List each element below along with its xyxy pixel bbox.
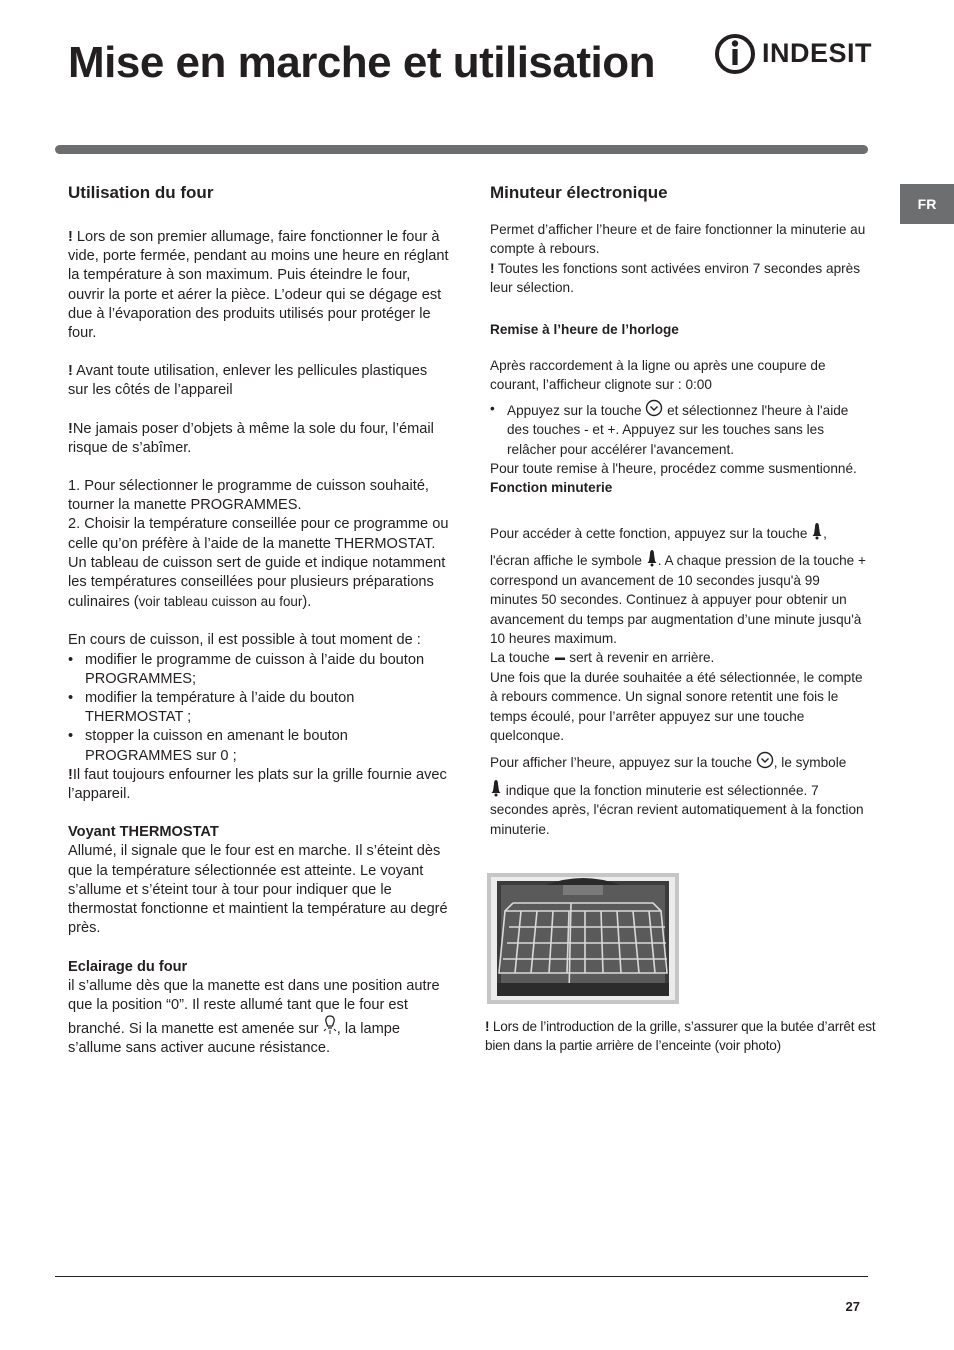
- list-item: • stopper la cuisson en amenant le bouton PROGRAMMES sur 0 ;: [68, 727, 450, 765]
- indesit-logo: [714, 32, 874, 76]
- warning-mark: !: [68, 363, 73, 380]
- cooking-table-paragraph: Un tableau de cuisson sert de guide et indique notamment les températures conseillées pour plusieurs préparations culinaires (voir tableau cuisson au four).: [68, 554, 446, 611]
- warning-mark: !: [485, 1019, 490, 1034]
- timer-minus-text: La touche sert à revenir en arrière.: [490, 650, 715, 666]
- right-column: [490, 180, 870, 839]
- timer-access-text: Pour accéder à cette fonction, appuyez sur la touche ,: [490, 522, 870, 543]
- warning-mark: !: [68, 420, 73, 437]
- oven-light-text: il s’allume dès que la manette est dans une position autre que la position “0”. Il reste allumé tant que le four est branché. Si la manette est amenée sur , la lampe s’allume sans activer aucune résistance.: [68, 977, 440, 1057]
- list-item: • modifier la température à l’aide du bouton THERMOSTAT ;: [68, 689, 450, 727]
- warning-mark: !: [68, 229, 73, 245]
- left-column: [68, 180, 450, 1059]
- lamp-icon: [323, 1015, 337, 1035]
- timer-function-title: Fonction minuterie: [490, 480, 613, 496]
- clock-icon: [756, 751, 774, 769]
- timer-bell-icon: [646, 549, 658, 567]
- photo-caption: ! Lors de l’introduction de la grille, s’assurer que la butée d’arrêt est bien dans la partie arrière de l’enceinte (voir photo): [485, 1019, 876, 1054]
- during-cooking-list: [68, 651, 450, 766]
- warning-mark: !: [490, 260, 495, 276]
- timer-show-clock-text: Pour afficher l’heure, appuyez sur la touche , le symbole: [490, 751, 870, 772]
- oven-rack-illustration: [491, 877, 675, 1000]
- first-use-paragraph: ! Lors de son premier allumage, faire fonctionner le four à vide, porte fermée, pendant au moins une heure en réglant la température à son maximum. Puis éteindre le four, ouvrir la porte et aérer la pièce. L’odeur qui se dégage est due à l’évaporation des produits utilisés pour protéger le four.: [68, 229, 449, 342]
- section-heading-oven-use: Utilisation du four: [68, 183, 214, 202]
- page-number: 27: [845, 1299, 860, 1314]
- rack-paragraph: !Il faut toujours enfourner les plats sur la grille fournie avec l’appareil.: [68, 766, 447, 803]
- indesit-logo-mark-icon: [714, 32, 758, 76]
- cooking-table-reference: voir tableau cuisson au four: [138, 594, 303, 610]
- oven-floor-paragraph: !Ne jamais poser d’objets à même la sole du four, l’émail risque de s’abîmer.: [68, 420, 434, 456]
- header-divider: [55, 145, 868, 154]
- language-tab: FR: [900, 184, 954, 224]
- minus-icon: [554, 654, 566, 664]
- clock-reset-note: Pour toute remise à l'heure, procédez comme susmentionné.: [490, 461, 857, 477]
- step-1: 1. Pour sélectionner le programme de cuisson souhaité, tourner la manette PROGRAMMES.: [68, 478, 429, 514]
- timer-activation-note: ! Toutes les fonctions sont activées environ 7 secondes après leur sélection.: [490, 260, 861, 296]
- section-heading-timer: Minuteur électronique: [490, 183, 668, 202]
- timer-bell-icon: [811, 522, 823, 540]
- list-item: • modifier le programme de cuisson à l’aide du bouton PROGRAMMES;: [68, 651, 450, 689]
- film-removal-paragraph: ! Avant toute utilisation, enlever les pellicules plastiques sur les côtés de l’appareil: [68, 363, 428, 399]
- clock-setting-title: Remise à l’heure de l’horloge: [490, 321, 679, 337]
- thermostat-light-text: Allumé, il signale que le four est en marche. Il s’éteint dès que la température sélectionnée est atteinte. Le voyant s’allume et s’éteint tour à tour pour indiquer que le thermostat fonctionne et maintient la température au degré près.: [68, 843, 448, 937]
- timer-countdown-text: Une fois que la durée souhaitée a été sélectionnée, le compte à rebours commence. Un signal sonore retentit une fois le temps écoulé, pour l’arrêter appuyez sur une touche quelconque.: [490, 669, 863, 743]
- clock-setting-text: Après raccordement à la ligne ou après une coupure de courant, l’afficheur clignote sur : 0:00: [490, 358, 826, 393]
- clock-setting-list: [490, 399, 870, 459]
- page-title: Mise en marche et utilisation: [68, 38, 655, 87]
- timer-intro: Permet d’afficher l’heure et de faire fonctionner la minuterie au compte à rebours.: [490, 222, 866, 257]
- step-2: 2. Choisir la température conseillée pour ce programme ou celle qu’on préfère à l’aide de la manette THERMOSTAT.: [68, 516, 449, 552]
- thermostat-light-title: Voyant THERMOSTAT: [68, 824, 219, 841]
- footer-divider: [55, 1276, 868, 1277]
- indesit-logo-text: INDESIT: [762, 38, 873, 68]
- timer-display-text: l'écran affiche le symbole . A chaque pression de la touche + correspond un avancement de 10 secondes jusqu'à 99 minutes 50 secondes. Continuez à appuyer pour obtenir un avancement du temps par augmentation d’une minute jusqu'à 10 heures maximum.: [490, 549, 870, 648]
- list-item: • Appuyez sur la touche et sélectionnez l'heure à l'aide des touches - et +. Appuyez sur les touches sans les relâcher pour accélérer l'avancement.: [490, 399, 870, 459]
- timer-symbol-text: indique que la fonction minuterie est sélectionnée. 7 secondes après, l'écran revient automatiquement à la fonction minuterie.: [490, 779, 870, 839]
- during-cooking-intro: En cours de cuisson, il est possible à tout moment de :: [68, 632, 421, 649]
- oven-rack-photo: [487, 873, 679, 1004]
- oven-light-title: Eclairage du four: [68, 958, 188, 975]
- timer-bell-icon: [490, 779, 502, 797]
- clock-icon: [645, 399, 663, 417]
- warning-mark: !: [68, 766, 73, 783]
